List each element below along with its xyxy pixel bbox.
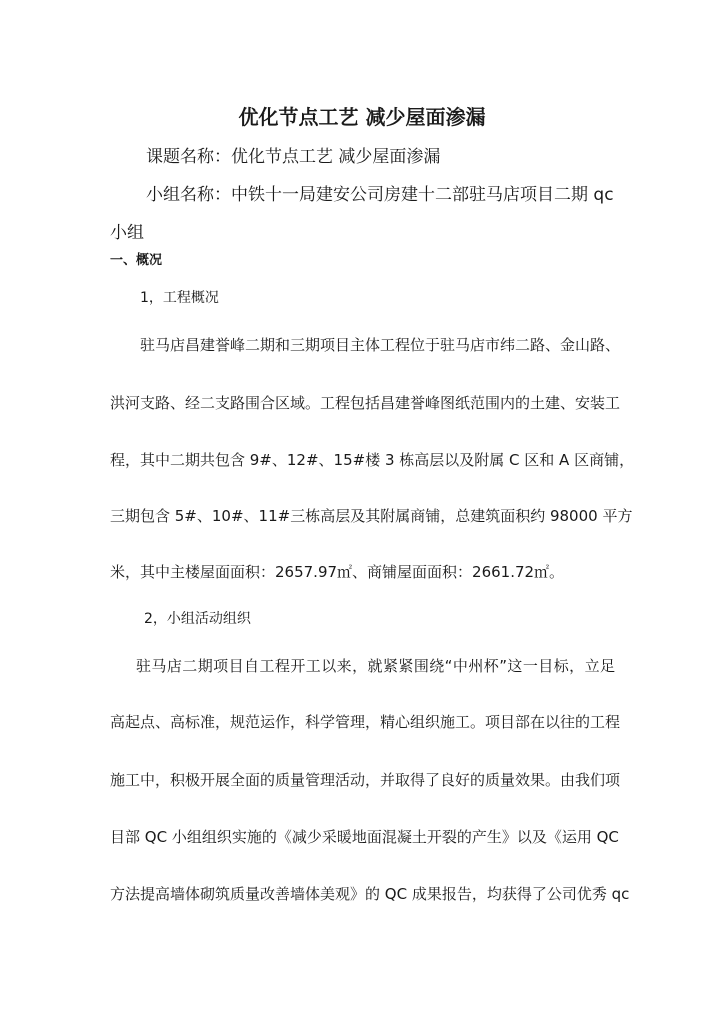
group-name-line: 小组名称：中铁十一局建安公司房建十二部驻马店项目二期 qc (146, 185, 614, 205)
group-name-line-continued: 小组 (110, 223, 144, 243)
paragraph-line: 米，其中主楼屋面面积：2657.97㎡、商铺屋面面积：2661.72㎡。 (110, 563, 565, 581)
subheading-project-overview: 1，工程概况 (140, 290, 219, 306)
paragraph-line: 施工中，积极开展全面的质量管理活动，并取得了良好的质量效果。由我们项 (110, 771, 621, 789)
paragraph-line: 方法提高墙体砌筑质量改善墙体美观》的 QC 成果报告，均获得了公司优秀 qc (110, 885, 630, 903)
topic-name-line: 课题名称：优化节点工艺 减少屋面渗漏 (146, 147, 441, 167)
paragraph-line: 高起点、高标准，规范运作，科学管理，精心组织施工。项目部在以往的工程 (110, 713, 621, 731)
section-heading-overview: 一、概况 (110, 253, 163, 268)
paragraph-line: 驻马店二期项目自工程开工以来，就紧紧围绕“中州杯”这一目标，立足 (136, 657, 615, 675)
document-title: 优化节点工艺 减少屋面渗漏 (238, 105, 486, 129)
paragraph-line: 三期包含 5#、10#、11#三栋高层及其附属商铺，总建筑面积约 98000 平方 (110, 507, 633, 525)
paragraph-line: 驻马店昌建誉峰二期和三期项目主体工程位于驻马店市纬二路、金山路、 (140, 336, 621, 354)
paragraph-line: 目部 QC 小组组织实施的《减少采暖地面混凝土开裂的产生》以及《运用 QC (110, 828, 619, 846)
paragraph-line: 洪河支路、经二支路围合区域。工程包括昌建誉峰图纸范围内的土建、安装工 (110, 394, 621, 412)
paragraph-line: 程，其中二期共包含 9#、12#、15#楼 3 栋高层以及附属 C 区和 A 区商铺， (110, 451, 635, 469)
subheading-group-activity: 2，小组活动组织 (144, 611, 251, 627)
